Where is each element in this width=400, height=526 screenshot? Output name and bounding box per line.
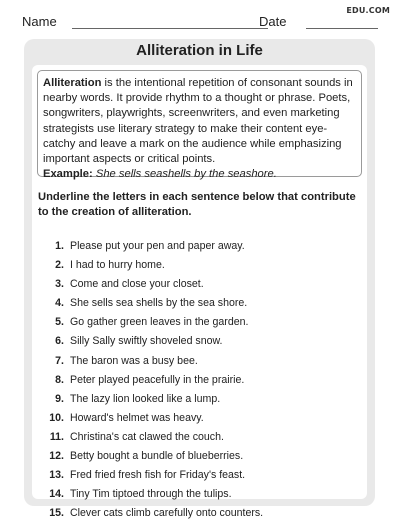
item-number: 8. bbox=[55, 373, 64, 386]
example-text: She sells seashells by the seashore. bbox=[95, 168, 277, 181]
item-number: 5. bbox=[55, 316, 64, 329]
list-item bbox=[38, 297, 361, 316]
list-item bbox=[38, 355, 361, 374]
item-number: 14. bbox=[49, 488, 64, 501]
item-sentence: She sells sea shells by the sea shore. bbox=[70, 297, 248, 310]
item-number: 9. bbox=[55, 392, 64, 405]
item-number: 13. bbox=[49, 469, 64, 482]
list-item bbox=[38, 374, 361, 393]
brand-logo: EDU.COM bbox=[346, 6, 390, 15]
item-sentence: Howard's helmet was heavy. bbox=[70, 411, 204, 424]
item-number: 7. bbox=[55, 354, 64, 367]
item-number: 10. bbox=[49, 411, 64, 424]
item-sentence: Fred fried fresh fish for Friday's feast. bbox=[70, 469, 246, 482]
definition-term: Alliteration bbox=[43, 77, 102, 89]
sentence-list bbox=[38, 240, 361, 526]
item-sentence: Come and close your closet. bbox=[70, 278, 204, 291]
list-item bbox=[38, 488, 361, 507]
item-number: 15. bbox=[49, 507, 64, 520]
item-sentence: Clever cats climb carefully onto counters. bbox=[70, 507, 264, 520]
list-item bbox=[38, 393, 361, 412]
list-item bbox=[38, 431, 361, 450]
list-item bbox=[38, 240, 361, 259]
item-sentence: Peter played peacefully in the prairie. bbox=[70, 373, 245, 386]
item-sentence: Tiny Tim tiptoed through the tulips. bbox=[70, 488, 232, 501]
name-field-line[interactable] bbox=[72, 28, 268, 29]
example-label: Example: bbox=[43, 168, 93, 181]
item-number: 3. bbox=[55, 278, 64, 291]
name-date-row bbox=[22, 14, 378, 32]
date-label: Date bbox=[259, 14, 287, 29]
item-number: 12. bbox=[49, 450, 64, 463]
item-sentence: Christina's cat clawed the couch. bbox=[70, 430, 224, 443]
list-item bbox=[38, 450, 361, 469]
worksheet-card bbox=[24, 39, 375, 520]
item-sentence: Silly Sally swiftly shoveled snow. bbox=[70, 335, 223, 348]
item-number: 4. bbox=[55, 297, 64, 310]
definition-box bbox=[37, 70, 362, 181]
item-sentence: Please put your pen and paper away. bbox=[70, 240, 245, 252]
date-field-line[interactable] bbox=[306, 28, 378, 29]
list-item bbox=[38, 278, 361, 297]
list-item bbox=[38, 335, 361, 354]
list-item bbox=[38, 259, 361, 278]
worksheet-title: Alliteration in Life bbox=[136, 42, 263, 59]
list-item bbox=[38, 469, 361, 488]
item-number: 11. bbox=[49, 430, 64, 443]
list-item bbox=[38, 316, 361, 335]
item-sentence: The baron was a busy bee. bbox=[70, 354, 198, 367]
item-sentence: Betty bought a bundle of blueberries. bbox=[70, 450, 244, 463]
item-sentence: Go gather green leaves in the garden. bbox=[70, 316, 249, 329]
list-item bbox=[38, 412, 361, 431]
definition-text: is the intentional repetition of consonant sounds in nearby words. It provide rhythm to a thought or phrase. Poets, songwriters, playwrights, screenwriters, and even marketing strategists use literary strategy to make their content eye-catchy and leave a mark on the audience while emphasizing important aspects or critical points. bbox=[43, 77, 353, 166]
item-number: 2. bbox=[55, 259, 64, 272]
item-number: 6. bbox=[55, 335, 64, 348]
item-number: 1. bbox=[55, 240, 64, 252]
worksheet-panel bbox=[32, 65, 367, 520]
item-sentence: I had to hurry home. bbox=[70, 259, 165, 272]
instruction-text: Underline the letters in each sentence below that contribute to the creation of alliteration. bbox=[38, 191, 356, 218]
name-label: Name bbox=[22, 14, 57, 29]
item-sentence: The lazy lion looked like a lump. bbox=[70, 392, 221, 405]
